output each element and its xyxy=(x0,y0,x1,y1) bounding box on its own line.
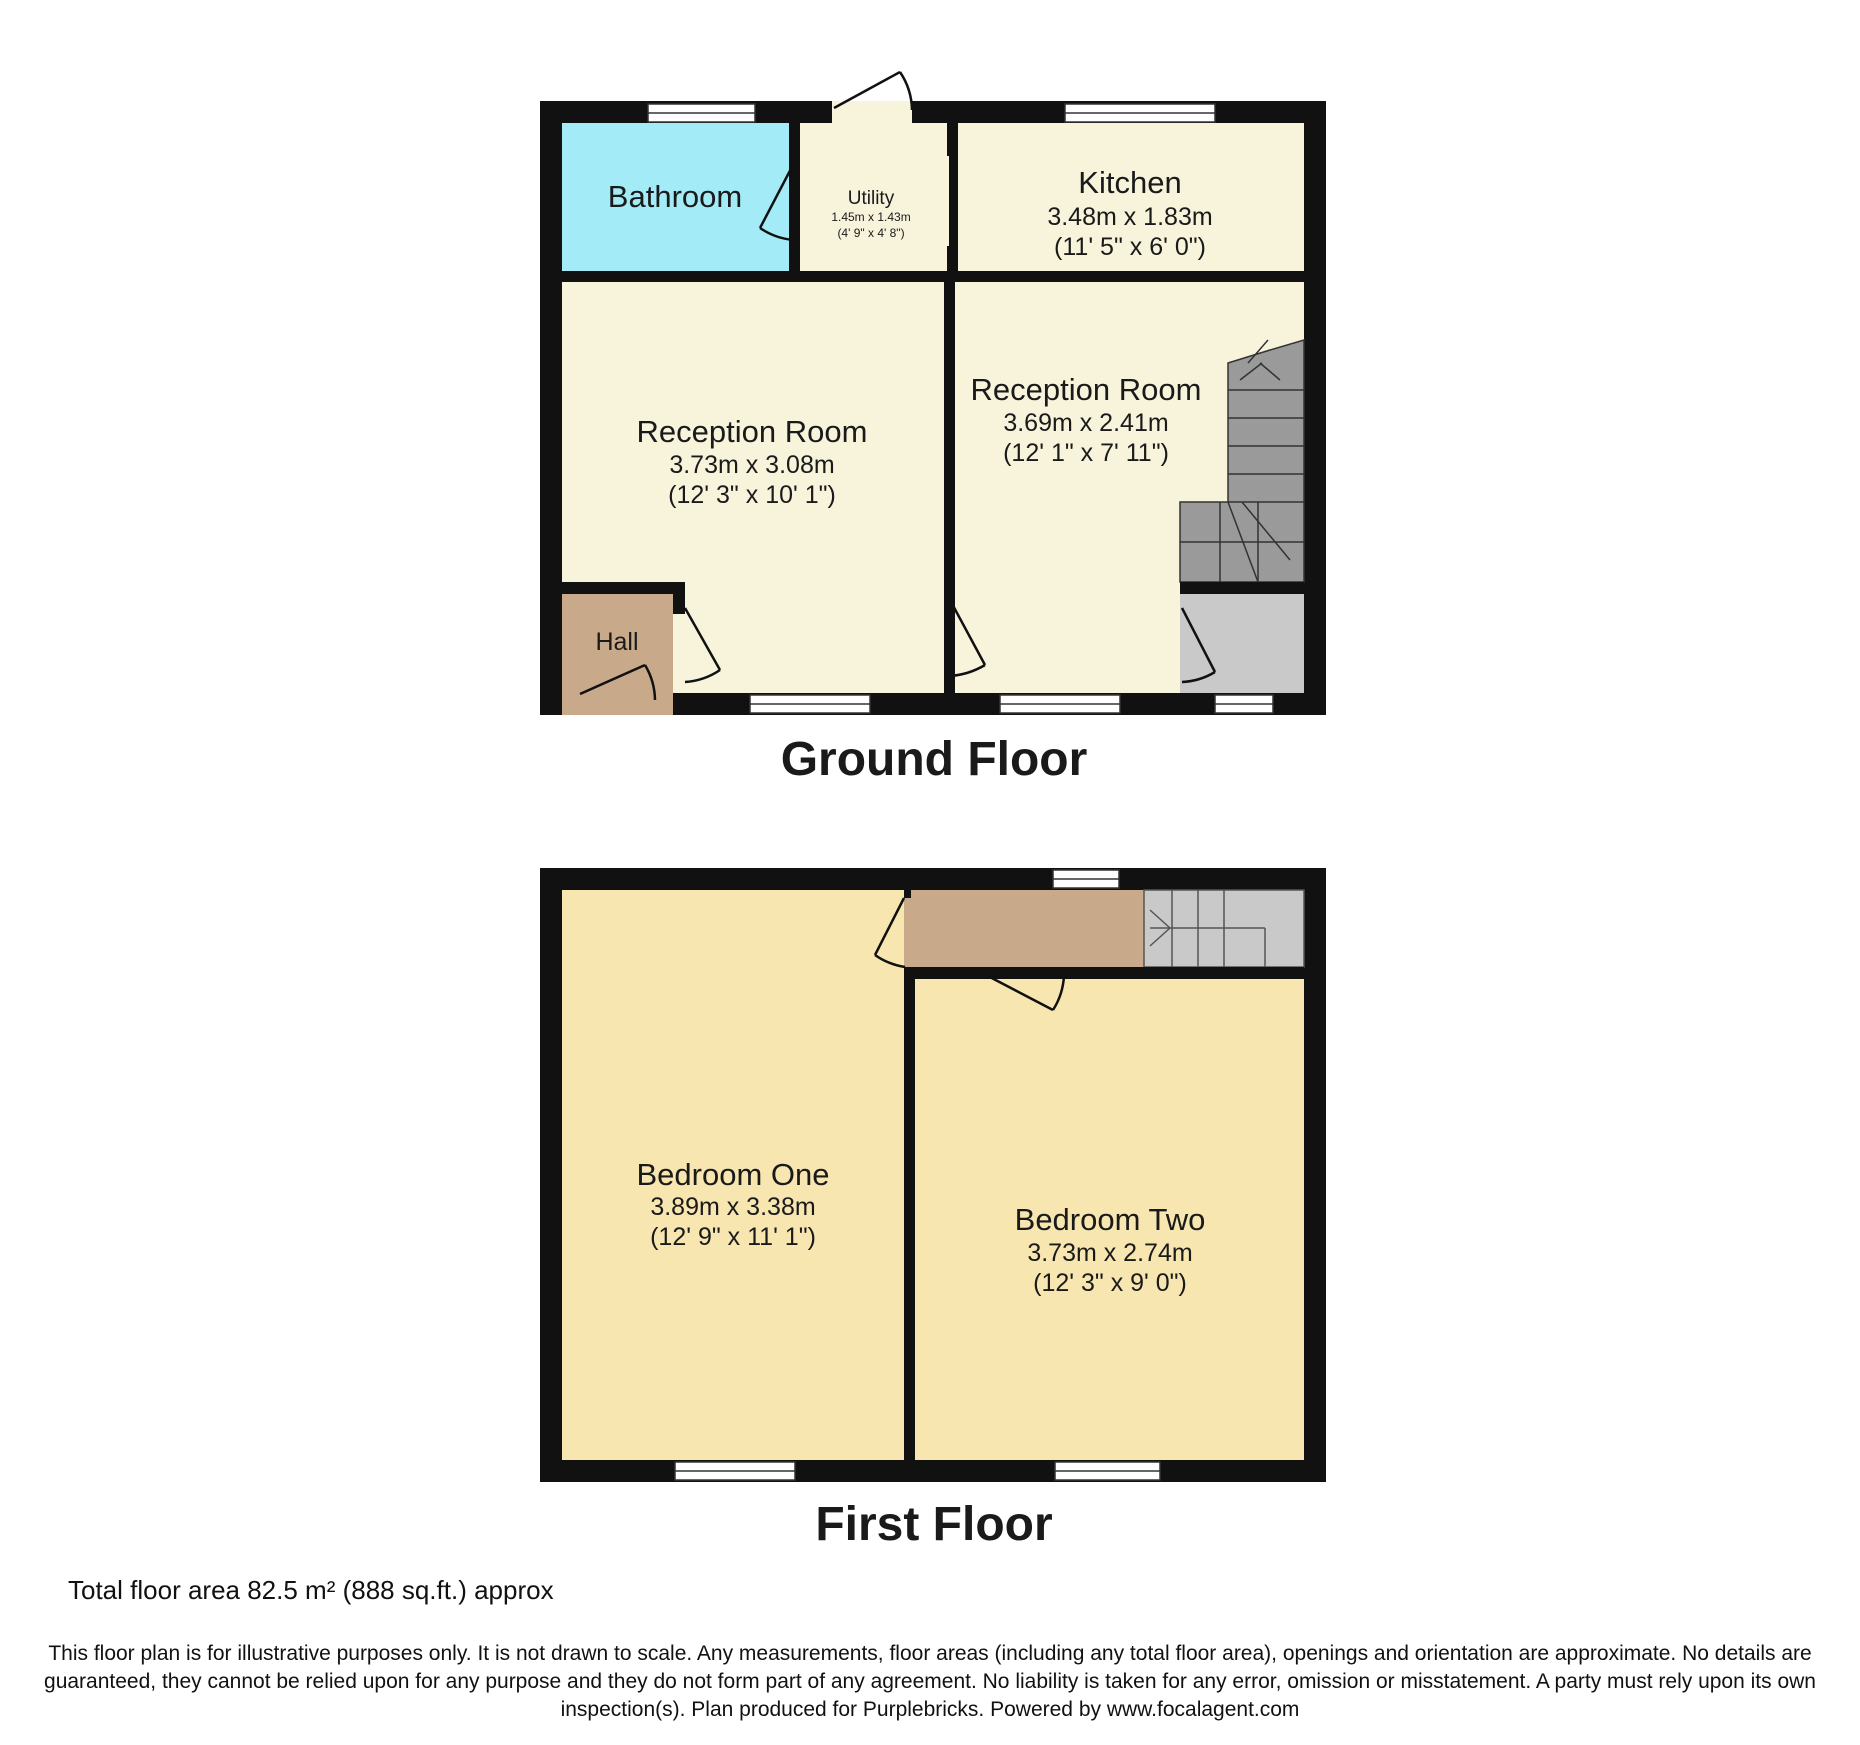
bathroom-name: Bathroom xyxy=(607,179,743,214)
wall-utility-kitchen xyxy=(947,123,958,156)
bedroom-one-name: Bedroom One xyxy=(636,1157,830,1192)
total-floor-area: Total floor area 82.5 m² (888 sq.ft.) approx xyxy=(68,1575,554,1605)
bedroom-two-name: Bedroom Two xyxy=(1014,1202,1206,1237)
bedroom-one-dim-m: 3.89m x 3.38m xyxy=(650,1193,816,1221)
bedroom-two-dim-ft: (12' 3" x 9' 0") xyxy=(1033,1269,1187,1297)
understairs-cupboard-wall xyxy=(1180,582,1304,594)
wall-receptions-low xyxy=(944,676,955,693)
hall-wall-side xyxy=(673,582,685,614)
kitchen-dim-m: 3.48m x 1.83m xyxy=(1047,203,1213,231)
reception-right-name: Reception Room xyxy=(970,372,1202,407)
utility-name: Utility xyxy=(847,188,895,209)
kitchen-name: Kitchen xyxy=(1078,165,1182,200)
kitchen-dim-ft: (11' 5" x 6' 0") xyxy=(1054,233,1206,261)
hall-entrance-gap xyxy=(578,693,658,715)
utility-dim-ft: (4' 9" x 4' 8") xyxy=(837,226,905,240)
wall-receptions xyxy=(944,282,955,598)
landing-upper-area xyxy=(904,890,1144,967)
wall-bathroom-utility-low xyxy=(789,240,800,271)
wall-landing-right xyxy=(1064,967,1304,979)
first-floor-stairs xyxy=(1144,890,1304,967)
reception-right-dim-m: 3.69m x 2.41m xyxy=(1003,409,1169,437)
disclaimer-text: This floor plan is for illustrative purposes only. It is not drawn to scale. Any measurements, floor areas (including any total floor area), openings and orientation are approximate. No details are guaranteed, they cannot be relied upon for any purpose and they do not form part of any agreement. No liability is taken for any error, omission or misstatement. A party must rely upon its own inspection(s). Plan produced for Purplebricks. Powered by www.focalagent.com xyxy=(44,1642,1816,1721)
wall-horizontal-mid xyxy=(562,271,1304,282)
ground-floor-plan xyxy=(540,72,1326,715)
reception-right-dim-ft: (12' 1" x 7' 11") xyxy=(1003,439,1169,467)
back-door-opening xyxy=(832,101,912,123)
reception-left-name: Reception Room xyxy=(636,414,868,449)
bedroom-one-dim-ft: (12' 9" x 11' 1") xyxy=(650,1223,816,1251)
reception-left-dim-ft: (12' 3" x 10' 1") xyxy=(668,481,836,509)
wall-bedroom-one-top xyxy=(904,890,911,898)
wall-landing xyxy=(904,967,986,979)
ground-floor-title: Ground Floor xyxy=(780,733,1088,786)
reception-left-dim-m: 3.73m x 3.08m xyxy=(669,451,835,479)
wall-bedrooms xyxy=(904,967,915,1460)
wall-utility-kitchen-low xyxy=(947,246,958,271)
first-floor-title: First Floor xyxy=(815,1498,1053,1551)
bedroom-two-dim-m: 3.73m x 2.74m xyxy=(1027,1239,1193,1267)
utility-dim-m: 1.45m x 1.43m xyxy=(831,210,911,224)
wall-bathroom-utility xyxy=(789,123,800,163)
hall-name: Hall xyxy=(595,628,639,656)
hall-wall xyxy=(562,582,685,594)
